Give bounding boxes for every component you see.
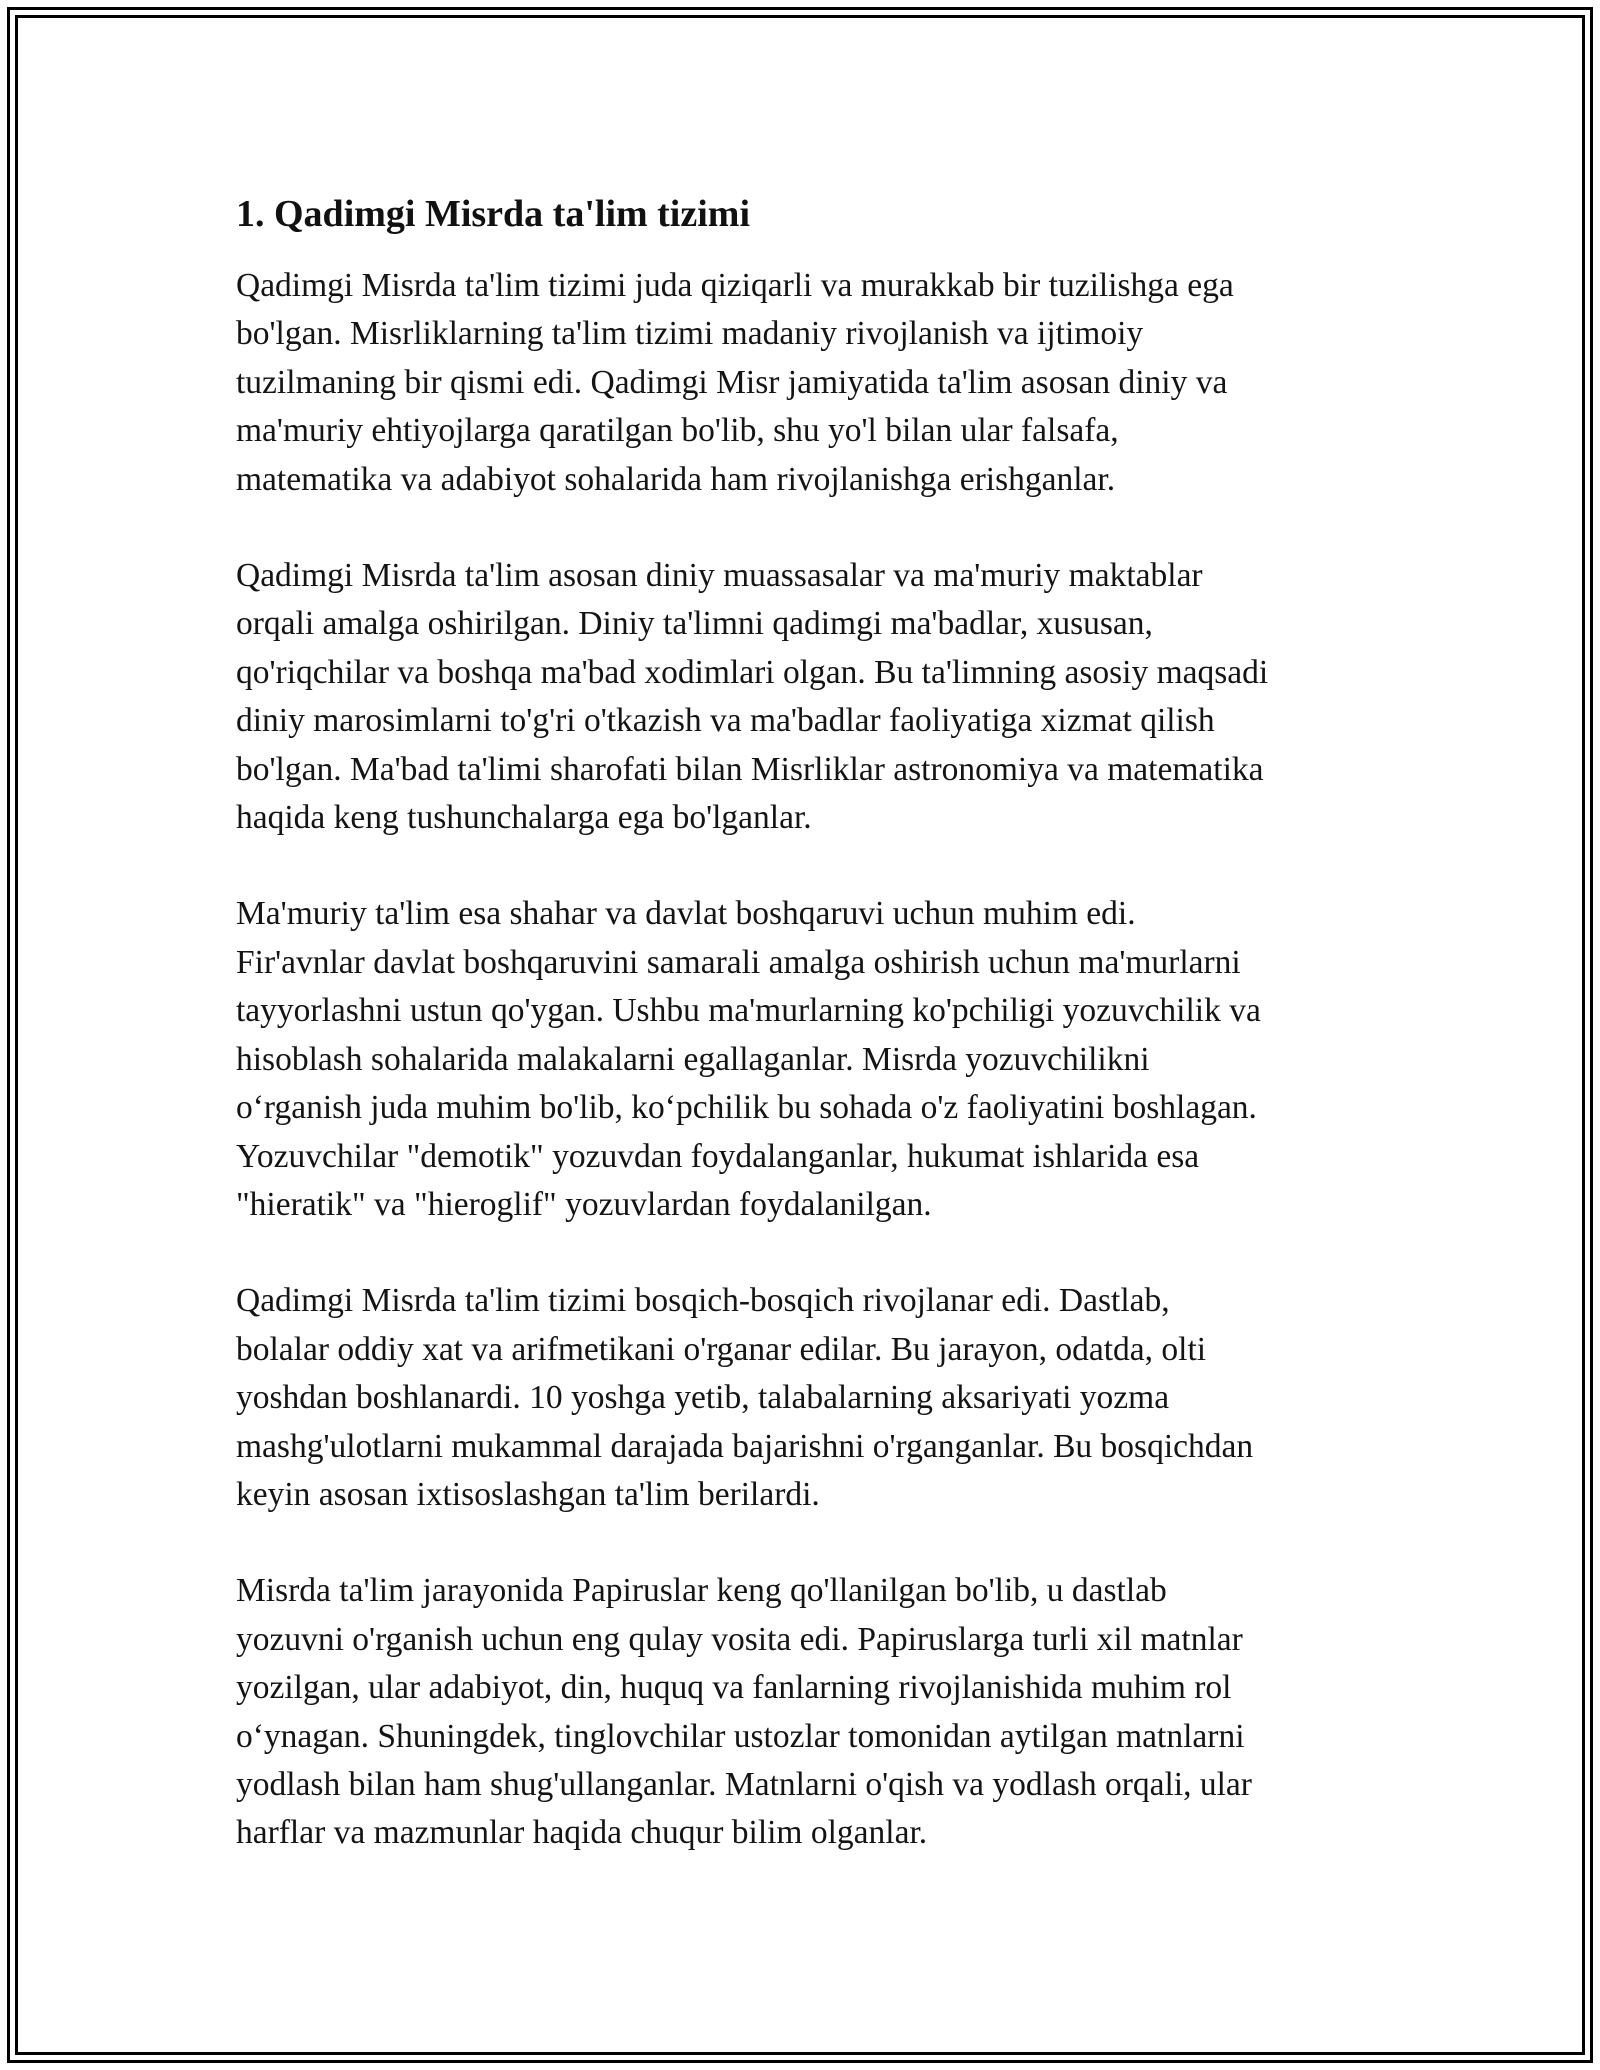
- paragraph-5: Misrda ta'lim jarayonida Papiruslar keng qo'llanilgan bo'lib, u dastlab yozuvni o'rganish uchun eng qulay vosita edi. Papiruslarga turli xil matnlar yozilgan, ular adabiyot, din, huquq va fanlarning rivojlanishida muhim rol o‘ynagan. Shuningdek, tinglovchilar ustozlar tomonidan aytilgan matnlarni yodlash bilan ham shug'ullanganlar. Matnlarni o'qish va yodlash orqali, ular harflar va mazmunlar haqida chuqur bilim olganlar.: [236, 1572, 1252, 1852]
- section-heading: 1. Qadimgi Misrda ta'lim tizimi: [236, 193, 751, 235]
- paragraph-1: Qadimgi Misrda ta'lim tizimi juda qiziqarli va murakkab bir tuzilishga ega bo'lgan. Misrliklarning ta'lim tizimi madaniy rivojlanish va ijtimoiy tuzilmaning bir qismi edi. Qadimgi Misr jamiyatida ta'lim asosan diniy va ma'muriy ehtiyojlarga qaratilgan bo'lib, shu yo'l bilan ular falsafa, matematika va adabiyot sohalarida ham rivojlanishga erishganlar.: [236, 267, 1234, 498]
- document-body: [236, 186, 1366, 1906]
- paragraph-3: Ma'muriy ta'lim esa shahar va davlat boshqaruvi uchun muhim edi. Fir'avnlar davlat boshqaruvini samarali amalga oshirish uchun ma'murlarni tayyorlashni ustun qo'ygan. Ushbu ma'murlarning ko'pchiligi yozuvchilik va hisoblash sohalarida malakalarni egallaganlar. Misrda yozuvchilikni o‘rganish juda muhim bo'lib, ko‘pchilik bu sohada o'z faoliyatini boshlagan. Yozuvchilar "demotik" yozuvdan foydalanganlar, hukumat ishlarida esa "hieratik" va "hieroglif" yozuvlardan foydalanilgan.: [236, 895, 1261, 1223]
- paragraph-4: Qadimgi Misrda ta'lim tizimi bosqich-bosqich rivojlanar edi. Dastlab, bolalar oddiy xat va arifmetikani o'rganar edilar. Bu jarayon, odatda, olti yoshdan boshlanardi. 10 yoshga yetib, talabalarning aksariyati yozma mashg'ulotlarni mukammal darajada bajarishni o'rganganlar. Bu bosqichdan keyin asosan ixtisoslashgan ta'lim berilardi.: [236, 1282, 1254, 1513]
- paragraph-2: Qadimgi Misrda ta'lim asosan diniy muassasalar va ma'muriy maktablar orqali amalga oshirilgan. Diniy ta'limni qadimgi ma'badlar, xususan, qo'riqchilar va boshqa ma'bad xodimlari olgan. Bu ta'limning asosiy maqsadi diniy marosimlarni to'g'ri o'tkazish va ma'badlar faoliyatiga xizmat qilish bo'lgan. Ma'bad ta'limi sharofati bilan Misrliklar astronomiya va matematika haqida keng tushunchalarga ega bo'lganlar.: [236, 557, 1269, 837]
